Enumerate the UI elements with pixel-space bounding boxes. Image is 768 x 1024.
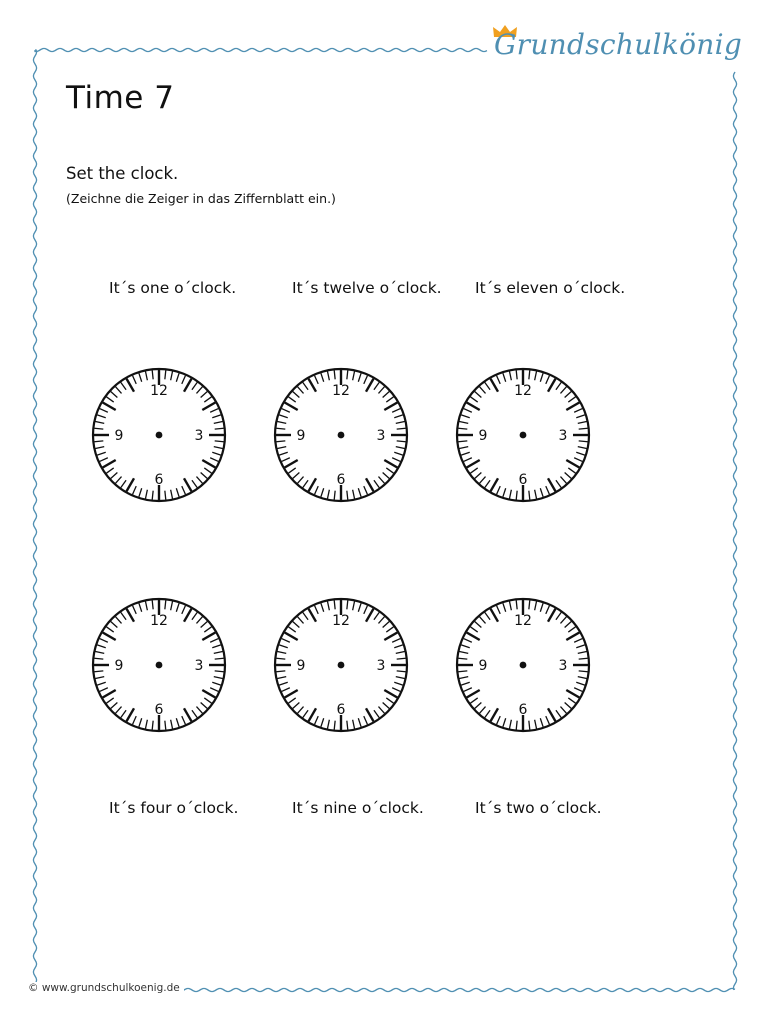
clock-center-dot [520,432,527,439]
clock-numeral-12: 12 [150,383,168,399]
clock-numeral-3: 3 [376,658,386,674]
clock-label-6: It´s two o´clock. [475,799,602,817]
instruction-german: (Zeichne die Zeiger in das Ziffernblatt ein.) [66,191,336,206]
clock-numeral-3: 3 [558,428,568,444]
clock-face-5[interactable] [271,595,411,735]
worksheet-title: Time 7 [66,80,175,116]
clock-numeral-12: 12 [332,613,350,629]
clock-numeral-3: 3 [558,658,568,674]
clock-center-dot [156,662,163,669]
clock-numeral-12: 12 [150,613,168,629]
clock-label-3: It´s eleven o´clock. [475,279,626,297]
clock-numeral-3: 3 [194,428,204,444]
clock-numeral-3: 3 [194,658,204,674]
clock-numeral-9: 9 [114,658,124,674]
clock-center-dot [520,662,527,669]
clock-center-dot [156,432,163,439]
clock-numeral-12: 12 [514,613,532,629]
clock-numeral-3: 3 [376,428,386,444]
clock-face-3[interactable] [453,365,593,505]
clock-label-4: It´s four o´clock. [109,799,239,817]
logo-text: Grundschulkönig [494,28,743,61]
clock-face-2[interactable] [271,365,411,505]
clock-face-6[interactable] [453,595,593,735]
clock-numeral-6: 6 [518,702,528,718]
clock-face-4[interactable] [89,595,229,735]
clock-numeral-9: 9 [478,428,488,444]
instruction: Set the clock. [66,164,179,183]
clock-face-1[interactable] [89,365,229,505]
clock-numeral-6: 6 [518,472,528,488]
clock-numeral-6: 6 [154,702,164,718]
clock-numeral-9: 9 [296,658,306,674]
clock-numeral-6: 6 [336,702,346,718]
clock-center-dot [338,662,345,669]
clock-numeral-9: 9 [478,658,488,674]
clock-numeral-12: 12 [514,383,532,399]
clock-label-1: It´s one o´clock. [109,279,237,297]
footer-copyright: © www.grundschulkoenig.de [28,982,184,994]
clock-numeral-6: 6 [154,472,164,488]
clock-numeral-12: 12 [332,383,350,399]
clock-numeral-9: 9 [296,428,306,444]
clock-label-5: It´s nine o´clock. [292,799,424,817]
clock-label-2: It´s twelve o´clock. [292,279,442,297]
clock-center-dot [338,432,345,439]
clock-numeral-9: 9 [114,428,124,444]
clock-numeral-6: 6 [336,472,346,488]
